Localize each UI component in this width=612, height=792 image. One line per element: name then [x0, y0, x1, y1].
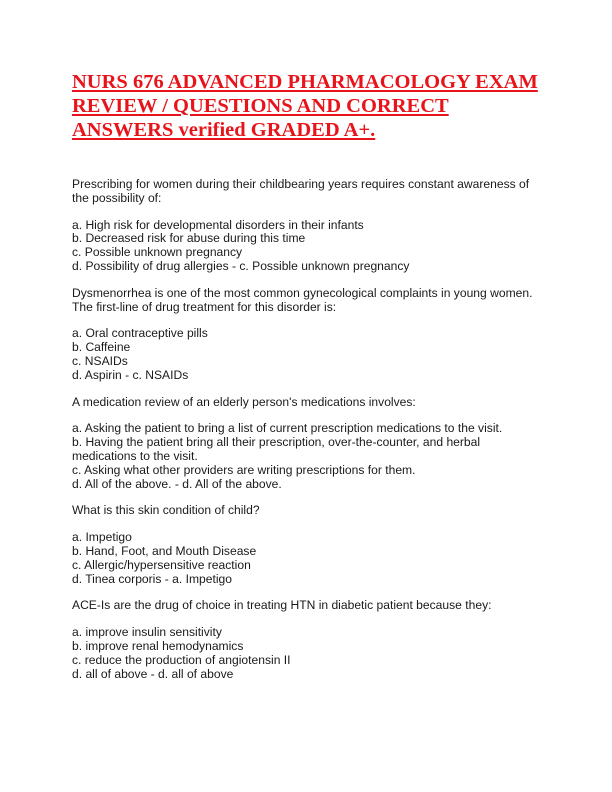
answer-option: a. Impetigo	[72, 530, 132, 545]
answer-option: d. Aspirin - c. NSAIDs	[72, 367, 189, 382]
answer-option: a. Asking the patient to bring a list of current prescription medications to the visit.	[72, 421, 503, 436]
answer-options	[72, 422, 542, 491]
answer-option: a. High risk for developmental disorders in their infants	[72, 217, 364, 232]
answer-option: b. Caffeine	[72, 340, 131, 355]
answer-option: b. Hand, Foot, and Mouth Disease	[72, 543, 257, 558]
question-prompt: Prescribing for women during their childbearing years requires constant awareness of the possibility of:	[72, 177, 530, 205]
question-prompt: Dysmenorrhea is one of the most common gynecological complaints in young women. The first-line of drug treatment for this disorder is:	[72, 285, 533, 314]
question-prompt: What is this skin condition of child?	[72, 503, 260, 518]
answer-option: c. Allergic/hypersensitive reaction	[72, 557, 251, 572]
answer-options	[72, 626, 542, 681]
answer-option: c. reduce the production of angiotensin II	[72, 652, 291, 667]
answer-options	[72, 219, 542, 274]
answer-options	[72, 327, 542, 382]
answer-option: c. Asking what other providers are writing prescriptions for them.	[72, 462, 416, 477]
question-block	[72, 599, 542, 681]
question-prompt: ACE-Is are the drug of choice in treating HTN in diabetic patient because they:	[72, 598, 492, 613]
question-block	[72, 504, 542, 586]
question-block	[72, 287, 542, 383]
answer-option: d. Tinea corporis - a. Impetigo	[72, 571, 232, 586]
answer-option: d. all of above - d. all of above	[72, 666, 234, 681]
answer-options	[72, 531, 542, 586]
question-block	[72, 178, 542, 274]
answer-option: a. Oral contraceptive pills	[72, 326, 208, 341]
answer-option: c. NSAIDs	[72, 353, 128, 368]
question-list	[72, 178, 542, 694]
answer-option: d. All of the above. - d. All of the above.	[72, 476, 282, 491]
document-title: NURS 676 ADVANCED PHARMACOLOGY EXAM REVIEW / QUESTIONS AND CORRECT ANSWERS verified GRADED A+.	[72, 71, 538, 141]
question-block	[72, 396, 542, 492]
answer-option: b. Having the patient bring all their prescription, over-the-counter, and herbal medications to the visit.	[72, 435, 481, 463]
question-prompt: A medication review of an elderly person's medications involves:	[72, 394, 416, 409]
answer-option: a. improve insulin sensitivity	[72, 625, 222, 640]
answer-option: c. Possible unknown pregnancy	[72, 245, 243, 260]
answer-option: b. Decreased risk for abuse during this time	[72, 231, 306, 246]
answer-option: d. Possibility of drug allergies - c. Possible unknown pregnancy	[72, 258, 410, 273]
answer-option: b. improve renal hemodynamics	[72, 638, 244, 653]
